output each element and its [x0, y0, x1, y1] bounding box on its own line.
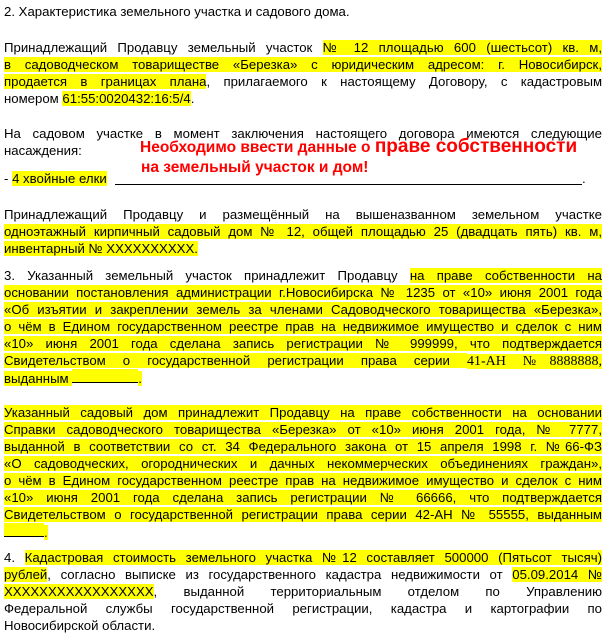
plantings-line-3: - 4 хвойные елки — [4, 171, 107, 186]
highlight-plantings: 4 хвойные елки — [12, 171, 107, 186]
plot-line-3: продается в границах плана, прилагаемого к настоящему Договору, с кадастровым — [4, 74, 603, 89]
house-line-2 — [4, 223, 602, 240]
highlight-plot-address: в садоводческом товариществе «Березка» с юридическим адресом: г. Новосибирск, — [4, 57, 602, 72]
house-ownership-line-6: «10» июня 2001 года сделана запись регистрации № 66666, что подтверждается — [4, 490, 602, 505]
certificate-number: 41-АН №8888888, — [466, 354, 602, 369]
highlight-house: одноэтажный кирпичный садовый дом № 12, общей площадью 25 (двадцать пять) кв. м, — [4, 224, 602, 239]
issued-by-blank — [72, 369, 138, 383]
sec4-line-1: 4. Кадастровая стоимость земельного участка №12 составляет 500000 (Пятьсот тысяч) — [4, 550, 602, 565]
house-issued-by-blank — [4, 523, 44, 537]
sec4-line-3: XXXXXXXXXXXXXXXXX, выданной территориальным отделом по Управлению — [4, 584, 602, 599]
highlight-plot-area: № 12 площадью 600 (шестьсот) кв. м, — [322, 40, 602, 55]
sec4-line-5: Новосибирской области. — [4, 618, 156, 633]
plantings-line-2: насаждения: — [4, 143, 82, 158]
plantings-line-end: . — [582, 171, 586, 186]
cadastral-number: 61:55:0020432:16:5/4 — [62, 91, 191, 106]
plot-line-4: номером 61:55:0020432:16:5/4. — [4, 91, 195, 106]
sec3-line-1: 3. Указанный земельный участок принадлежит Продавцу на праве собственности на — [4, 268, 603, 283]
sec3-line-2: основании постановления администрации г.Новосибирска № 1235 от «10» июня 2001 года — [4, 285, 602, 300]
callout-line-1: Необходимо ввести данные о праве собственности — [140, 136, 578, 157]
plantings-line-1: На садовом участке в момент заключения настоящего договора имеются следующие — [4, 126, 602, 141]
house-ownership-line-5: о чём в Едином государственном реестре прав на недвижимое имущество и сделок с ним — [4, 473, 602, 488]
highlight-cadastral-value: Кадастровая стоимость земельного участка №12 составляет 500000 (Пятьсот тысяч) — [24, 550, 602, 565]
highlight-plot-plan: продается в границах плана — [4, 74, 207, 89]
extract-date: 05.09.2014 № — [512, 567, 602, 582]
house-ownership-line-7: Свидетельством о государственной регистрации права серии 42-АН № 55555, выданным — [4, 507, 602, 522]
house-ownership-line-3: выданной в соответствии со ст. 34 Федерального закона от 15 апреля 1998 г. №66-ФЗ — [4, 439, 602, 454]
sec4-line-2: рублей, согласно выписке из государственного кадастра недвижимости от 05.09.2014 № — [4, 567, 602, 582]
section-2-heading: 2. Характеристика земельного участка и садового дома. — [4, 4, 350, 19]
plot-line-1: Принадлежащий Продавцу земельный участок № 12 площадью 600 (шестьсот) кв. м, — [4, 40, 602, 55]
sec3-line-3: «Об изъятии и закреплении земель за членами Садоводческого товарищества «Березка», — [4, 302, 602, 317]
extract-number: XXXXXXXXXXXXXXXXX — [4, 584, 154, 599]
plot-line-2 — [4, 56, 602, 73]
callout-line-2: на земельный участок и дом! — [141, 159, 369, 176]
plantings-fill-line — [115, 184, 582, 185]
sec3-line-6: Свидетельством о государственной регистрации права серии 41-АН №8888888, — [4, 353, 602, 369]
house-ownership-line-2: Справки садоводческого товарищества «Березка» от «10» июня 2001 года, № 7777, — [4, 422, 602, 437]
house-ownership-line-4: «О садоводческих, огороднических и дачных некоммерческих объединениях граждан», — [4, 456, 602, 471]
highlight-ownership: на праве собственности на — [409, 268, 603, 283]
highlight-house-inventory: инвентарный № XXXXXXXXXX. — [4, 241, 198, 256]
sec3-line-4: о чём в Едином государственном реестре прав на недвижимое имущество и сделок с ним — [4, 319, 602, 334]
sec4-line-4: Федеральной службы государственной регистрации, кадастра и картографии по — [4, 601, 602, 616]
house-ownership-line-8: . — [4, 523, 48, 541]
house-line-1: Принадлежащий Продавцу и размещённый на вышеназванном земельном участке — [4, 207, 602, 222]
callout-emphasis: праве собственности — [374, 136, 578, 157]
sec3-line-5: «10» июня 2001 года сделана запись регистрации № 999999, что подтверждается — [4, 336, 602, 351]
house-line-3 — [4, 240, 198, 257]
sec3-line-7: выданным . — [4, 371, 142, 386]
house-ownership-line-1: Указанный садовый дом принадлежит Продавцу на праве собственности на основании — [4, 405, 602, 420]
